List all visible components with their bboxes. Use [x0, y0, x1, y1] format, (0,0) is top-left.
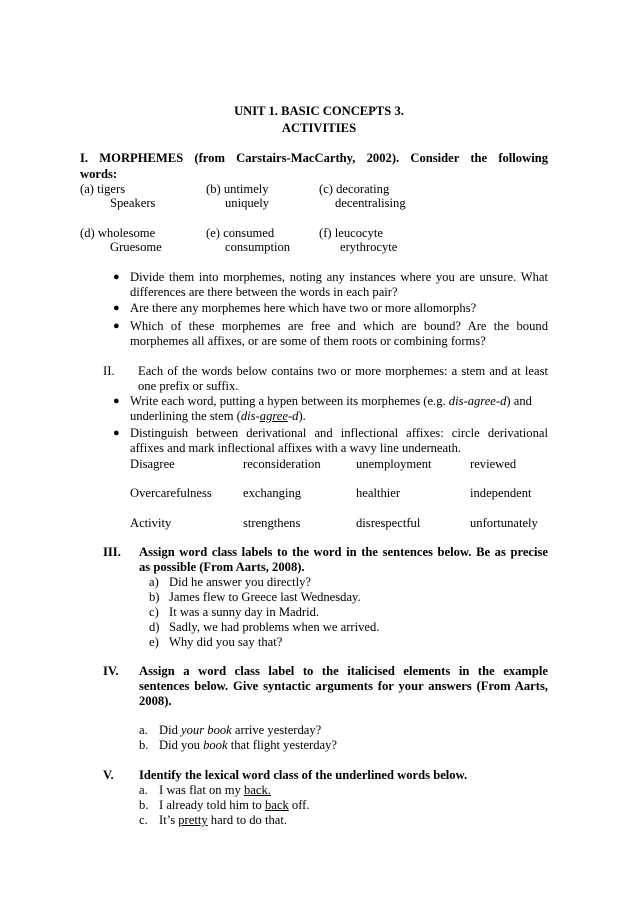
list-label: b): [149, 590, 160, 604]
bullet-icon: ●: [113, 271, 120, 283]
section-2-intro: Each of the words below contains two or more morphemes: a stem and at least: [138, 364, 548, 378]
section-4-numeral: IV.: [103, 664, 119, 678]
section-1-heading: I. MORPHEMES (from Carstairs-MacCarthy, 2002). Consider the following: [80, 151, 548, 165]
word-f: (f) leucocyte: [319, 226, 383, 240]
s1-bullet-2: Are there any morphemes here which have two or more allomorphs?: [130, 301, 477, 315]
s1-bullet-3: Which of these morphemes are free and which are bound? Are the bound: [130, 319, 548, 333]
word-table-cell: unfortunately: [470, 516, 538, 530]
section-4-heading-cont: sentences below. Give syntactic arguments for your answers (From Aarts,: [139, 679, 548, 693]
list-item: It’s pretty hard to do that.: [159, 813, 288, 827]
list-label: a.: [139, 723, 148, 737]
section-2-intro-cont: one prefix or suffix.: [138, 379, 239, 393]
word-d: (d) wholesome: [80, 226, 156, 240]
word-e: (e) consumed: [206, 226, 275, 240]
word-c2: decentralising: [335, 196, 406, 210]
word-a2: Speakers: [110, 196, 156, 210]
word-b: (b) untimely: [206, 182, 269, 196]
s1-bullet-1: Divide them into morphemes, noting any instances where you are unsure. What: [130, 270, 548, 284]
section-4-heading-end: 2008).: [139, 694, 172, 708]
word-e2: consumption: [225, 240, 291, 254]
s1-bullet-3-cont: morphemes all affixes, or are some of them roots or combining forms?: [130, 334, 486, 348]
word-c: (c) decorating: [319, 182, 390, 196]
word-table-cell: independent: [470, 486, 532, 500]
page-title: UNIT 1. BASIC CONCEPTS 3.: [234, 104, 404, 118]
section-3-heading: Assign word class labels to the word in the sentences below. Be as precise: [139, 545, 548, 559]
section-4-heading: Assign a word class label to the italicised elements in the example: [139, 664, 548, 678]
bullet-icon: ●: [113, 395, 120, 407]
section-3-numeral: III.: [103, 545, 121, 559]
word-table-cell: Disagree: [130, 457, 175, 471]
word-table-cell: disrespectful: [356, 516, 421, 530]
list-item: Did you book that flight yesterday?: [159, 738, 338, 752]
word-table-cell: strengthens: [243, 516, 301, 530]
word-table-cell: reconsideration: [243, 457, 321, 471]
list-label: c.: [139, 813, 148, 827]
section-5-numeral: V.: [103, 768, 114, 782]
list-label: c): [149, 605, 159, 619]
list-label: b.: [139, 738, 149, 752]
s2-bullet-2: Distinguish between derivational and inflectional affixes: circle derivational: [130, 426, 548, 440]
page-subtitle: ACTIVITIES: [281, 121, 357, 135]
word-table-cell: Activity: [130, 516, 172, 530]
word-table-cell: Overcarefulness: [130, 486, 212, 500]
s1-bullet-1-cont: differences are there between the words in each pair?: [130, 285, 398, 299]
s2-bullet-2-cont: affixes and mark inflectional affixes with a wavy line underneath.: [130, 441, 462, 455]
list-item: I already told him to back off.: [159, 798, 310, 812]
word-table-cell: unemployment: [356, 457, 432, 471]
word-d2: Gruesome: [110, 240, 162, 254]
section-3-heading-cont: as possible (From Aarts, 2008).: [139, 560, 305, 574]
bullet-icon: ●: [113, 427, 120, 439]
section-1-heading-cont: words:: [80, 167, 118, 181]
list-label: a.: [139, 783, 148, 797]
list-label: b.: [139, 798, 149, 812]
word-a: (a) tigers: [80, 182, 126, 196]
word-b2: uniquely: [225, 196, 270, 210]
list-item: Did he answer you directly?: [169, 575, 311, 589]
list-label: e): [149, 635, 159, 649]
list-item: Why did you say that?: [169, 635, 283, 649]
list-label: d): [149, 620, 160, 634]
section-2-numeral: II.: [103, 364, 115, 378]
word-table-cell: healthier: [356, 486, 401, 500]
list-item: Did your book arrive yesterday?: [159, 723, 322, 737]
bullet-icon: ●: [113, 302, 120, 314]
bullet-icon: ●: [113, 320, 120, 332]
list-item: Sadly, we had problems when we arrived.: [169, 620, 380, 634]
word-f2: erythrocyte: [340, 240, 398, 254]
s2-bullet-1: Write each word, putting a hypen between its morphemes (e.g. dis-agree-d) and: [130, 394, 532, 408]
word-table-cell: exchanging: [243, 486, 302, 500]
word-table-cell: reviewed: [470, 457, 517, 471]
list-label: a): [149, 575, 159, 589]
list-item: James flew to Greece last Wednesday.: [169, 590, 361, 604]
section-5-heading: Identify the lexical word class of the underlined words below.: [139, 768, 468, 782]
list-item: I was flat on my back.: [159, 783, 271, 797]
s2-bullet-1-cont: underlining the stem (dis-agree-d).: [130, 409, 306, 423]
list-item: It was a sunny day in Madrid.: [169, 605, 320, 619]
